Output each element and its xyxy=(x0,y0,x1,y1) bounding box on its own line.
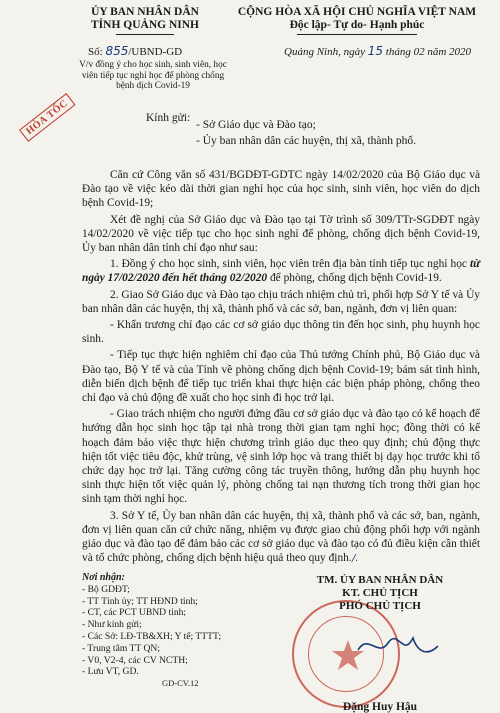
date-suffix: tháng 02 năm 2020 xyxy=(385,46,472,58)
signature-title-1: TM. ỦY BAN NHÂN DÂN xyxy=(316,574,444,586)
recipient-item: - CT, các PCT UBND tỉnh; xyxy=(82,607,187,619)
recipient-item: - Lưu VT, GD. xyxy=(82,666,139,678)
issuer-line2: TỈNH QUẢNG NINH xyxy=(91,19,199,31)
addressee-item: - Ủy ban nhân dân các huyện, thị xã, thành phố. xyxy=(196,135,417,147)
document-subject: V/v đồng ý cho học sinh, sinh viên, học viên tiếp tục nghỉ học để phòng chống bệnh dịch Covid-19 xyxy=(79,60,227,91)
signature-title-2: KT. CHỦ TỊCH xyxy=(342,587,418,599)
issuer-line1: ỦY BAN NHÂN DÂN xyxy=(91,6,199,18)
addressee-item: - Sở Giáo dục và Đào tạo; xyxy=(196,119,316,131)
body-paragraph: - Khẩn trương chỉ đạo các cơ sở giáo dục thông tin đến học sinh, phụ huynh học sinh. xyxy=(82,319,480,346)
issuer-underline xyxy=(116,34,174,35)
date-line xyxy=(284,44,471,58)
date-day-handwritten: 15 xyxy=(367,44,384,58)
recipients-block xyxy=(82,572,221,690)
decision-text-end: để phòng, chống dịch bệnh Covid-19. xyxy=(267,272,442,285)
doc-number-prefix: Số: xyxy=(88,46,103,58)
addressee-list xyxy=(196,117,416,149)
recipient-item: - Các Sở: LĐ-TB&XH; Y tế; TTTT; xyxy=(82,630,222,642)
signature-title-3: PHÓ CHỦ TỊCH xyxy=(339,600,421,612)
date-prefix: Quảng Ninh, ngày xyxy=(284,46,365,58)
recipient-item: - Bộ GDĐT; xyxy=(82,583,130,595)
recipient-item: - Trung tâm TT QN; xyxy=(82,642,161,654)
recipient-item: - Như kính gửi; xyxy=(82,619,142,631)
doc-number-handwritten: 855 xyxy=(105,44,129,58)
handwritten-ending: ./. xyxy=(348,553,359,565)
issuer-header xyxy=(60,6,230,35)
body-paragraph: Xét đề nghị của Sở Giáo dục và Đào tạo tại Tờ trình số 309/TTr-SGDĐT ngày 14/02/2020 về việc tiếp tục cho học sinh nghỉ để phòng, chống dịch bệnh Covid-19, Ủy ban nhân dân tỉnh chỉ đạo như sau: xyxy=(82,213,480,255)
document-number xyxy=(88,44,182,58)
body-paragraph: 2. Giao Sở Giáo dục và Đào tạo chịu trách nhiệm chủ trì, phối hợp Sở Y tế và Ủy ban nhân dân các huyện, thị xã, thành phố và các sở, ban, ngành, đơn vị liên quan: xyxy=(82,288,480,315)
document-code: GD-CV.12 xyxy=(162,678,199,689)
decision-text: 1. Đồng ý cho học sinh, sinh viên, học viên trên địa bàn tỉnh tiếp tục nghỉ học xyxy=(110,258,470,271)
recipient-item: - V0, V2-4, các CV NCTH; xyxy=(82,654,188,666)
body-paragraph: Căn cứ Công văn số 431/BGDĐT-GDTC ngày 14/02/2020 của Bộ Giáo dục và Đào tạo về việc kéo dài thời gian nghỉ học của học sinh, sinh viên, học viên do dịch bệnh Covid-19; xyxy=(82,169,480,210)
body-paragraph: - Tiếp tục thực hiện nghiêm chỉ đạo của Thủ tướng Chính phủ, Bộ Giáo dục và Đào tạo, Bộ Y tế và của Tỉnh về phòng chống dịch bệnh Covid-19; bám sát tình hình, diễn biến dịch bệnh để tiếp tục triển khai thực hiện các biện pháp phòng, chống theo chỉ đạo và chủ động đề xuất cho học sinh đi học trở lại. xyxy=(82,349,480,405)
handwritten-signature xyxy=(338,628,468,668)
urgent-stamp: HỎA TỐC xyxy=(19,93,75,142)
body-paragraph xyxy=(82,509,480,567)
doc-number-suffix: /UBND-GD xyxy=(128,46,183,58)
signer-name: Đặng Huy Hậu xyxy=(342,701,418,713)
motto-underline xyxy=(297,34,417,35)
decision-period: từ ngày 17/02/2020 đến hết tháng 02/2020 xyxy=(82,258,480,285)
greeting: Kính gửi: xyxy=(146,112,191,124)
body-paragraph-text: 3. Sở Y tế, Ủy ban nhân dân các huyện, thị xã, thành phố và các sở, ban, ngành, đơn vị liên quan căn cứ chức năng, nhiệm vụ được giao chủ động phối hợp với ngành giáo dục và đào tạo để đảm bảo các cơ sở giáo dục và đào tạo có đủ điều kiện cần thiết và tổ chức phòng, chống dịch bệnh hiệu quả theo quy định xyxy=(82,509,480,565)
body-paragraph-decision xyxy=(82,257,480,285)
recipients-title: Nơi nhận: xyxy=(82,572,125,583)
national-motto: Độc lập- Tự do- Hạnh phúc xyxy=(289,19,425,31)
national-header xyxy=(232,6,482,35)
document-body xyxy=(82,168,480,568)
body-paragraph: - Giao trách nhiệm cho người đứng đầu cơ sở giáo dục và đào tạo có kế hoạch để hướng dẫn học sinh học tập tại nhà trong thời gian tạm nghỉ học; đồng thời có kế hoạch đảm bảo việc thực hiện chương trình giáo dục theo quy định; chủ động thực hiện tốt việc tiêu độc, khử trùng, vệ sinh lớp học và trang thiết bị dạy học trước khi tổ chức dạy học trở lại. Tăng cường công tác truyền thông, hướng dẫn phụ huynh học sinh thực hiện tốt việc quản lý, phòng chống tai nạn thương tích trong thời gian học sinh tạm thời nghỉ học. xyxy=(82,408,480,506)
recipient-item: - TT Tỉnh ủy; TT HĐND tỉnh; xyxy=(82,595,198,607)
nation-title: CỘNG HÒA XÃ HỘI CHỦ NGHĨA VIỆT NAM xyxy=(237,6,477,18)
